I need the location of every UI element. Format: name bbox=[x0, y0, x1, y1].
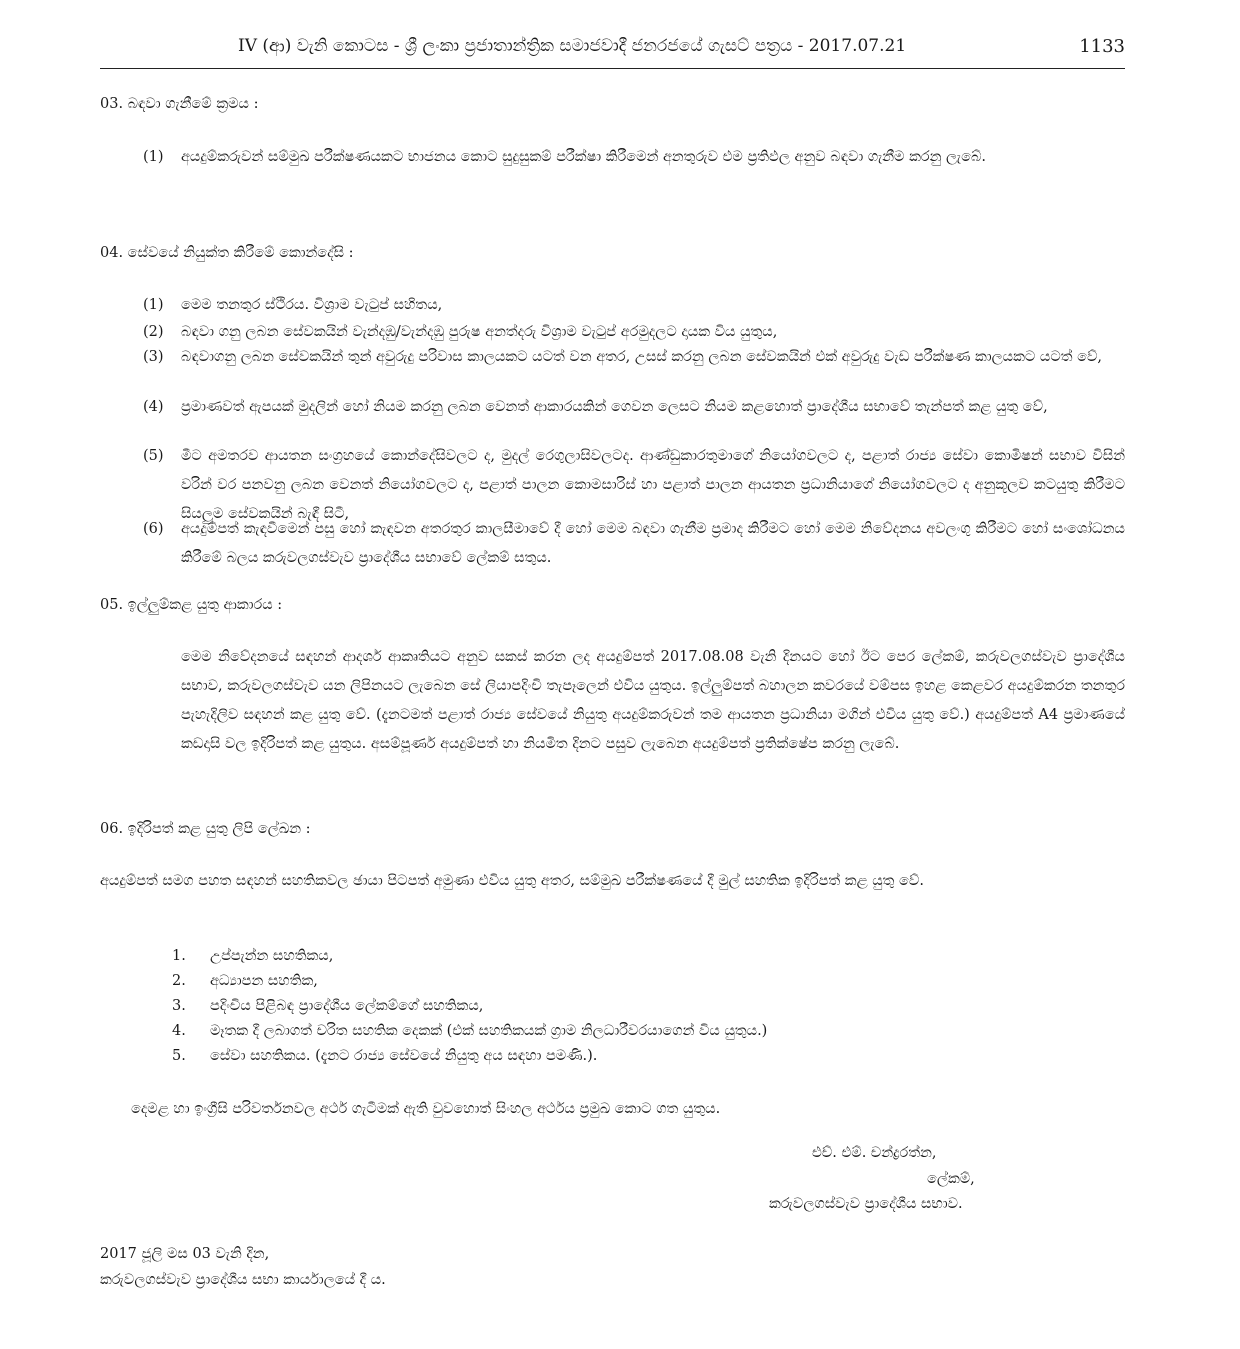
signatory-office: කරුවලගස්වැව ප්‍රාදේශීය සභාව. bbox=[769, 1196, 963, 1212]
section-3-heading: 03. බඳවා ගැනීමේ ක්‍රමය : bbox=[100, 96, 259, 112]
item-text: අධ්‍යාපන සහතික, bbox=[210, 973, 318, 989]
item-text: සේවා සහතිකය. (දැනට රාජ්‍ය සේවයේ නියුතු අය සඳහා පමණි.). bbox=[210, 1048, 598, 1064]
item-number: 3. bbox=[172, 998, 186, 1014]
signatory-title: ලේකම්, bbox=[927, 1171, 975, 1187]
item-text: බඳවාගනු ලබන සේවකයින් තුන් අවුරුදු පරිවාස කාලයකට යටත් වන අතර, උසස් කරනු ලබන සේවකයින් එක් අවුරුදු වැඩ පරීක්ෂණ කාලයකට යටත් වේ, bbox=[181, 349, 1103, 365]
section-5-heading: 05. ඉල්ලුම්කළ යුතු ආකාරය : bbox=[100, 597, 283, 613]
item-text: මෑතක දී ලබාගත් චරිත සහතික දෙකක් (එක් සහතිකයක් ග්‍රාම නිලධාරීවරයාගෙන් විය යුතුය.) bbox=[210, 1023, 768, 1039]
section-6-heading: 06. ඉදිරිපත් කළ යුතු ලිපි ලේඛන : bbox=[100, 821, 311, 837]
item-number: (6) bbox=[143, 521, 164, 537]
item-number: 4. bbox=[172, 1023, 186, 1039]
section-3-item-1 bbox=[143, 143, 1125, 203]
signatory-name: එච්. එම්. චන්ද්‍රරත්න, bbox=[812, 1145, 937, 1161]
item-text: මීට අමතරව ආයතන සංග්‍රහයේ කොන්දේසිවලට ද, මුදල් රෙගුලාසිවලටද. ආණ්ඩුකාරතුමාගේ නියෝගවලට ද, පළාත් රාජ්‍ය සේවා කොමිෂන් සභාව විසින් වරින් වර පනවනු ලබන වෙනත් නියෝගවලට ද, පළාත් පාලන කොමසාරිස් හා පළාත් පාලන ආයතන ප්‍රධානියාගේ නියෝගවලට ද අනුකූලව කටයුතු කිරීමට සියලුම සේවකයින් බැඳී සිටී, bbox=[181, 448, 1125, 522]
item-text: උප්පැන්න සහතිකය, bbox=[210, 948, 334, 964]
item-text: ප්‍රමාණවත් ඇපයක් මුදලින් හෝ නියම කරනු ලබන වෙනත් ආකාරයකින් ගෙවන ලෙසට නියම කළහොත් ප්‍රාදේශීය සභාවේ තැන්පත් කළ යුතු වේ, bbox=[181, 399, 1048, 415]
item-number: (3) bbox=[143, 349, 164, 365]
section-5-paragraph: මෙම නිවේදනයේ සඳහන් ආදර්ශ ආකෘතියට අනුව සකස් කරන ලද අයදුම්පත් 2017.08.08 වැනි දිනයට හෝ ඊට පෙර ලේකම්, කරුවලගස්වැව ප්‍රාදේශීය සභාව, කරුවලගස්වැව යන ලිපිනයට ලැබෙන සේ ලියාපදිංචි තැපෑලෙන් එවිය යුතුය. ඉල්ලුම්පත් බහාලන කවරයේ වම්පස ඉහළ කෙළවර අයදුම්කරන තනතුර පැහැදිලිව සඳහන් කළ යුතු වේ. (දැනටමත් පළාත් රාජ්‍ය සේවයේ නියුතු අයදුම්කරුවන් තම ආයතන ප්‍රධානියා මගින් එවිය යුතු වේ.) අයදුම්පත් A4 ප්‍රමාණයේ කඩදාසි වල ඉදිරිපත් කළ යුතුය. අසම්පූර්ණ අයදුම්පත් හා නියමිත දිනට පසුව ලැබෙන අයදුම්පත් ප්‍රතික්ෂේප කරනු ලැබේ. bbox=[181, 649, 1125, 752]
page-header bbox=[100, 34, 1125, 69]
issue-place: කරුවලගස්වැව ප්‍රාදේශීය සභා කාර්යාලයේ දී ය. bbox=[100, 1272, 386, 1288]
item-text: අයදුම්කරුවන් සම්මුඛ පරීක්ෂණයකට භාජනය කොට සුදුසුකම් පරීක්ෂා කිරීමෙන් අනතුරුව එම ප්‍රතිඵල අනුව බඳවා ගැනීම කරනු ලැබේ. bbox=[181, 149, 986, 165]
item-number: 2. bbox=[172, 973, 186, 989]
item-number: (1) bbox=[143, 297, 164, 313]
item-text: බඳවා ගනු ලබන සේවකයින් වැන්දඹු/වැන්දඹු පුරුෂ අනත්දරු විශ්‍රාම වැටුප් අරමුදලට දායක විය යුතුය, bbox=[181, 324, 778, 340]
item-text: මෙම තනතුර ස්ථිරය. විශ්‍රාම වැටුප් සහිතය, bbox=[181, 297, 443, 313]
item-number: (5) bbox=[143, 448, 164, 464]
item-text: අයදුම්පත් කැඳවීමෙන් පසු හෝ කැඳවන අතරතුර කාලසීමාවේ දී හෝ මෙම බඳවා ගැනීම ප්‍රමාද කිරීමට හෝ මෙම නිවේදනය අවලංගු කිරීමට හෝ සංශෝධනය කිරීමේ බලය කරුවලගස්වැව ප්‍රාදේශීය සභාවේ ලේකම් සතුය. bbox=[181, 521, 1125, 566]
page-number: 1133 bbox=[1079, 36, 1125, 57]
item-number: 1. bbox=[172, 948, 186, 964]
section-6-intro: අයදුම්පත් සමග පහත සඳහන් සහතිකවල ඡායා පිටපත් අමුණා එවිය යුතු අතර, සම්මුඛ පරීක්ෂණයේ දී මුල් සහතික ඉදිරිපත් කළ යුතු වේ. bbox=[100, 873, 924, 889]
item-number: (1) bbox=[143, 149, 164, 165]
item-text: පදිංචිය පිළිබඳ ප්‍රාදේශීය ලේකම්ගේ සහතිකය, bbox=[210, 998, 484, 1014]
item-number: (4) bbox=[143, 399, 164, 415]
item-number: (2) bbox=[143, 324, 164, 340]
issue-date: 2017 ජූලි මස 03 වැනි දින, bbox=[100, 1246, 270, 1262]
section-4-heading: 04. සේවයේ නියුක්ත කිරීමේ කොන්දේසි : bbox=[100, 245, 354, 261]
language-note: දෙමළ හා ඉංග්‍රීසි පරිවර්තනවල අර්ථ ගැටීමක් ඇති වුවහොත් සිංහල අර්ථය ප්‍රමුඛ කොට ගත යුතුය. bbox=[131, 1101, 721, 1117]
item-number: 5. bbox=[172, 1048, 186, 1064]
gazette-title: IV (ආ) වැනි කොටස - ශ්‍රී ලංකා ප්‍රජාතාන්ත්‍රික සමාජවාදී ජනරජයේ ගැසට් පත්‍රය - 2017.07.21 bbox=[238, 36, 907, 56]
